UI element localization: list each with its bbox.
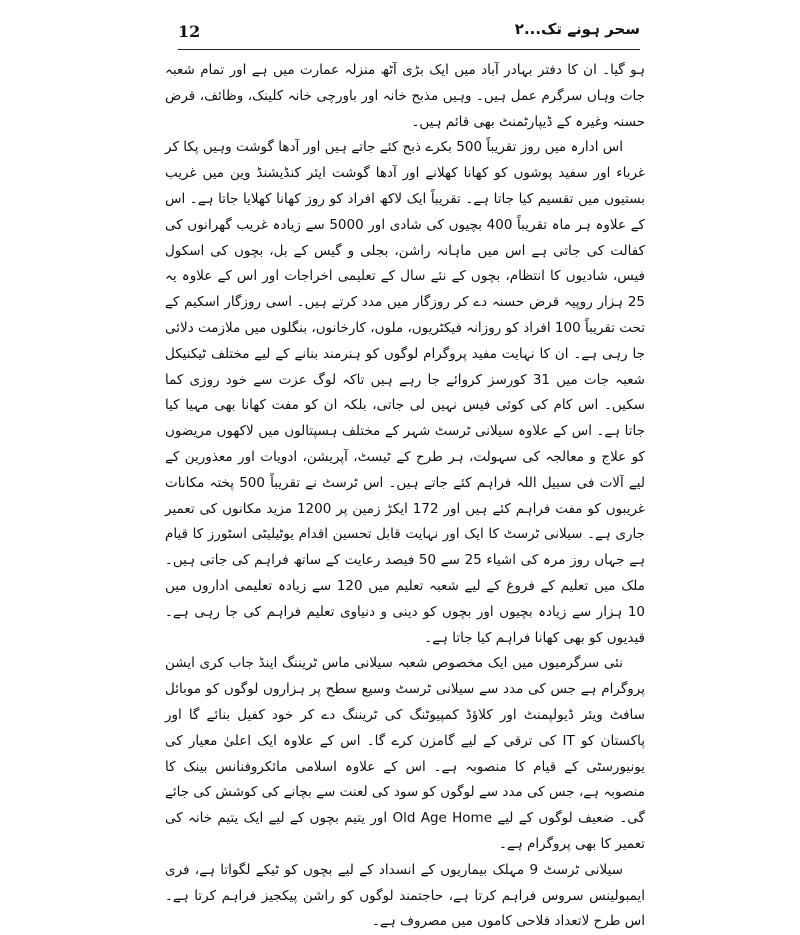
page-header [178,20,640,50]
paragraph-3: نئی سرگرمیوں میں ایک مخصوص شعبہ سیلانی ماس ٹریننگ اینڈ جاب کری ایشن پروگرام ہے جس کی مدد سے سیلانی ٹرسٹ وسیع سطح پر ہزاروں لوگوں کو موبائل سافٹ ویئر ڈیولپمنٹ اور کلاؤڈ کمپیوٹنگ کی ٹریننگ دے کر خود کفیل بنائے گا اور پاکستان کو IT کی ترقی کے لیے گامزن کرے گا۔ اس کے علاوہ ایک اعلیٰ معیار کی یونیورسٹی کے قیام کا منصوبہ ہے۔ اس کے علاوہ اسلامی مائکروفنانس بینک کا منصوبہ ہے، جس کی مدد سے لوگوں کو سود کی لعنت سے بچانے کی کوشش کی جائے گی۔ ضعیف لوگوں کے لیے Old Age Home اور یتیم بچوں کے لیے ایک یتیم خانہ کی تعمیر کا بھی پروگرام ہے۔ [165,655,645,852]
page-number: 12 [178,22,201,41]
header-rule [178,49,640,50]
body-text [165,58,645,935]
paragraph-4: سیلانی ٹرسٹ 9 مہلک بیماریوں کے انسداد کے لیے بچوں کو ٹیکے لگواتا ہے، فری ایمبولینس سروس فراہم کرتا ہے، حاجتمند لوگوں کو راشن پیکجیز فراہم کرتا ہے۔ اس طرح لاتعداد فلاحی کاموں میں مصروف ہے۔ [165,861,645,930]
running-title: سحر ہونے تک...۲ [514,20,640,38]
paragraph-1: ہو گیا۔ ان کا دفتر بہادر آباد میں ایک بڑی آٹھ منزلہ عمارت میں ہے اور تمام شعبہ جات وہاں سرگرم عمل ہیں۔ وہیں مذبح خانہ اور باورچی خانہ کلینک، وظائف، قرض حسنہ وغیرہ کے ڈیپارٹمنٹ بھی قائم ہیں۔ [165,62,645,130]
paragraph-2: اس ادارہ میں روز تقریباً 500 بکرے ذبح کئے جاتے ہیں اور آدھا گوشت وہیں پکا کر غرباء اور سفید پوشوں کو کھانا کھلانے اور آدھا گوشت ایئر کنڈیشنڈ وین میں غریب بستیوں میں تقسیم کیا جاتا ہے۔ تقریباً ایک لاکھ افراد کو روز کھانا کھلایا جاتا ہے۔ اس کے علاوہ ہر ماہ تقریباً 400 بچیوں کی شادی اور 5000 سے زیادہ غریب گھرانوں کی کفالت کی جاتی ہے اس میں ماہانہ راشن، بجلی و گیس کے بل، بچوں کی اسکول فیس، شادیوں کا انتظام، بچوں کے نئے سال کے تعلیمی اخراجات اور اس کے علاوہ یہ 25 ہزار روپیہ قرض حسنہ دے کر روزگار میں مدد کرتے ہیں۔ اسی روزگار اسکیم کے تحت تقریباً 100 افراد کو روزانہ فیکٹریوں، ملوں، کارخانوں، بنگلوں میں ملازمت دلائی جا رہی ہے۔ ان کا نہایت مفید پروگرام لوگوں کو ہنرمند بنانے کے لیے مختلف ٹیکنیکل شعبہ جات میں 31 کورسز کروائے جا رہے ہیں تاکہ لوگ عزت سے خود روزی کما سکیں۔ اس کام کی کوئی فیس نہیں لی جاتی، بلکہ ان کو مفت کھانا بھی مہیا کیا جاتا ہے۔ اس کے علاوہ سیلانی ٹرسٹ شہر کے مختلف ہسپتالوں میں لاکھوں مریضوں کو علاج و معالجہ کی سہولت، ہر طرح کے ٹیسٹ، آپریشن، ادویات اور معذورین کے لیے آلات فی سبیل اللہ فراہم کئے جاتے ہیں۔ اس ٹرسٹ نے تقریباً 500 پختہ مکانات غریبوں کو مفت فراہم کئے ہیں اور 172 ایکڑ زمین پر 1200 مزید مکانوں کی تعمیر جاری ہے۔ سیلانی ٹرسٹ کا ایک اور نہایت قابل تحسین اقدام یوٹیلیٹی اسٹورز کا قیام ہے جہاں روز مرہ کی اشیاء 25 سے 50 فیصد رعایت کے ساتھ فراہم کی جاتی ہیں۔ ملک میں تعلیم کے فروغ کے لیے شعبہ تعلیم میں 120 سے زیادہ تعلیمی اداروں میں 10 ہزار سے زیادہ بچیوں اور بچوں کو دینی و دنیاوی تعلیم فراہم کی جا رہی ہے۔ قیدیوں کو بھی کھانا فراہم کیا جاتا ہے۔ [165,139,645,646]
